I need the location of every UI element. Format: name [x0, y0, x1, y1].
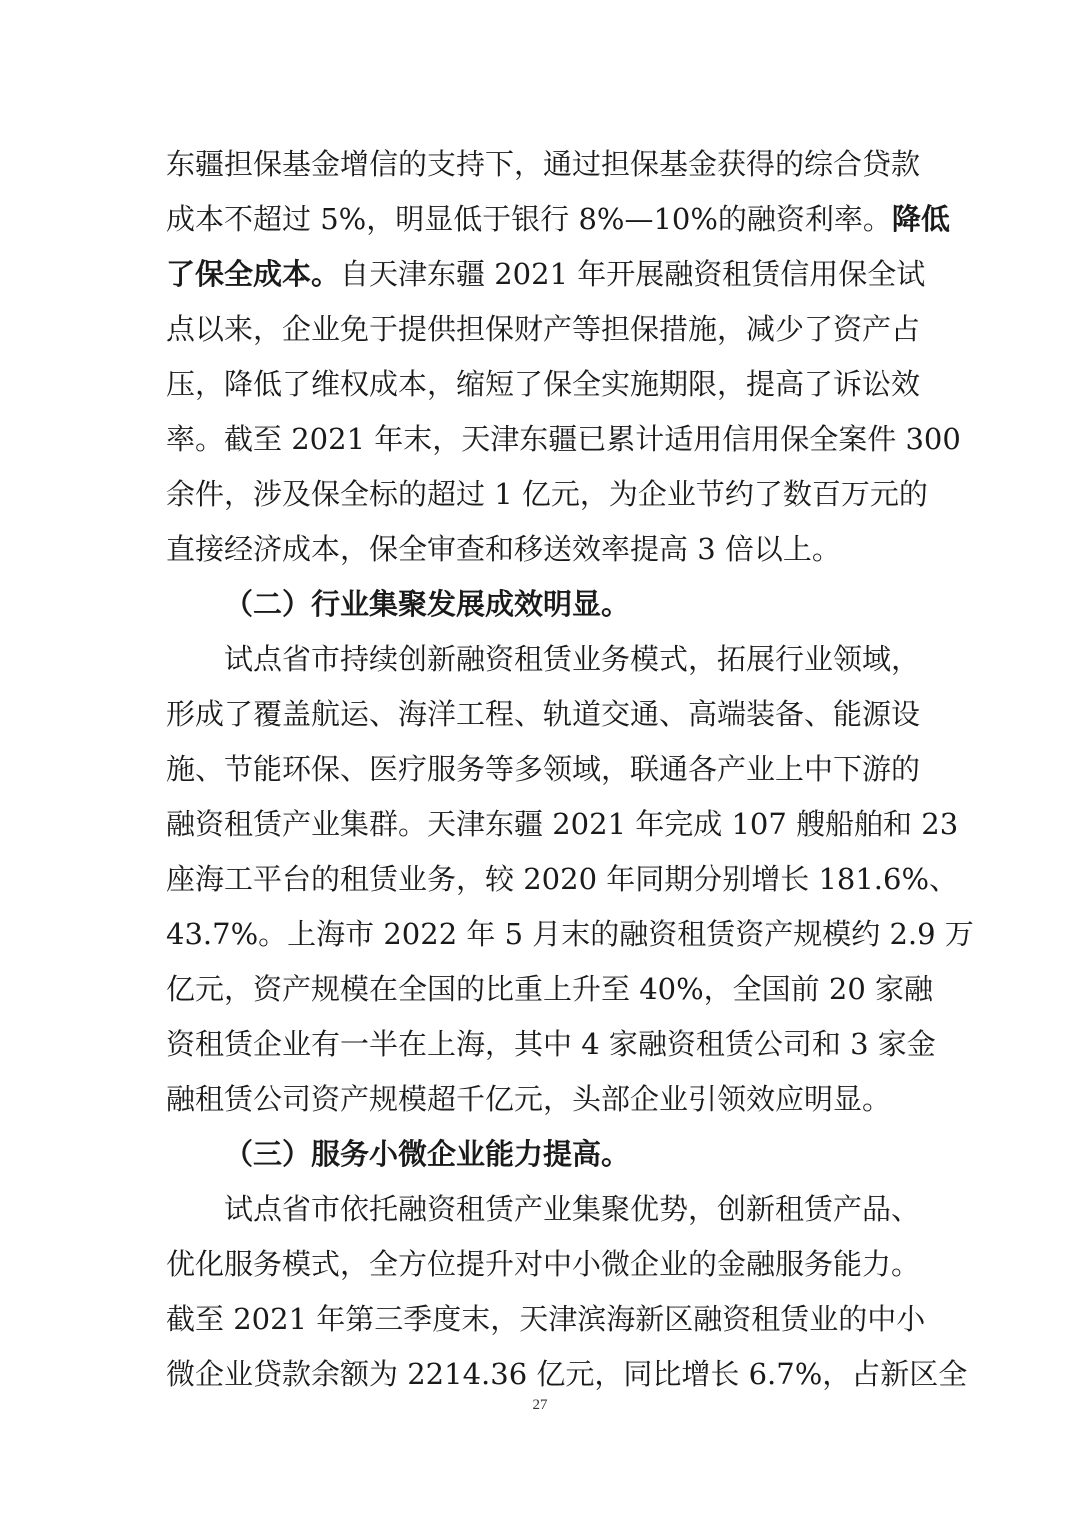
section-2-line-8: 资租赁企业有一半在上海，其中 4 家融资租赁公司和 3 家金 [166, 1027, 936, 1061]
section-2-line-5: 座海工平台的租赁业务，较 2020 年同期分别增长 181.6%、 [166, 862, 959, 896]
section-2-line-4: 融资租赁产业集群。天津东疆 2021 年完成 107 艘船舶和 23 [166, 807, 959, 841]
body-line-5: 压，降低了维权成本，缩短了保全实施期限，提高了诉讼效 [166, 367, 921, 401]
body-line-2 [166, 192, 950, 246]
section-2-line-7: 亿元，资产规模在全国的比重上升至 40%，全国前 20 家融 [166, 972, 934, 1006]
body-line-6: 率。截至 2021 年末，天津东疆已累计适用信用保全案件 300 [166, 422, 961, 456]
section-heading-2: （二）行业集聚发展成效明显。 [224, 587, 631, 621]
bold-phrase-end: 了保全成本。 [166, 257, 341, 291]
section-heading-3: （三）服务小微企业能力提高。 [224, 1137, 631, 1171]
section-2-line-1: 试点省市持续创新融资租赁业务模式，拓展行业领域， [224, 642, 921, 676]
body-line-3 [166, 247, 926, 301]
section-3-line-1: 试点省市依托融资租赁产业集聚优势，创新租赁产品、 [224, 1192, 921, 1226]
section-3-line-4: 微企业贷款余额为 2214.36 亿元，同比增长 6.7%，占新区全 [166, 1357, 968, 1391]
bold-phrase-start: 降低 [891, 202, 950, 236]
body-line-4: 点以来，企业免于提供担保财产等担保措施，减少了资产占 [166, 312, 921, 346]
body-line-1: 东疆担保基金增信的支持下，通过担保基金获得的综合贷款 [166, 147, 921, 181]
section-3-line-2: 优化服务模式，全方位提升对中小微企业的金融服务能力。 [166, 1247, 921, 1281]
body-line-7: 余件，涉及保全标的超过 1 亿元，为企业节约了数百万元的 [166, 477, 928, 511]
section-2-line-9: 融租赁公司资产规模超千亿元，头部企业引领效应明显。 [166, 1082, 892, 1116]
section-2-line-6: 43.7%。上海市 2022 年 5 月末的融资租赁资产规模约 2.9 万 [166, 917, 974, 951]
body-line-2-text: 成本不超过 5%，明显低于银行 8%—10%的融资利率。 [166, 202, 892, 236]
body-line-8: 直接经济成本，保全审查和移送效率提高 3 倍以上。 [166, 532, 841, 566]
section-3-line-3: 截至 2021 年第三季度末，天津滨海新区融资租赁业的中小 [166, 1302, 926, 1336]
body-line-3-text: 自天津东疆 2021 年开展融资租赁信用保全试 [340, 257, 926, 291]
section-2-line-2: 形成了覆盖航运、海洋工程、轨道交通、高端装备、能源设 [166, 697, 921, 731]
page-number: 27 [532, 1397, 548, 1413]
section-2-line-3: 施、节能环保、医疗服务等多领域，联通各产业上中下游的 [166, 752, 921, 786]
